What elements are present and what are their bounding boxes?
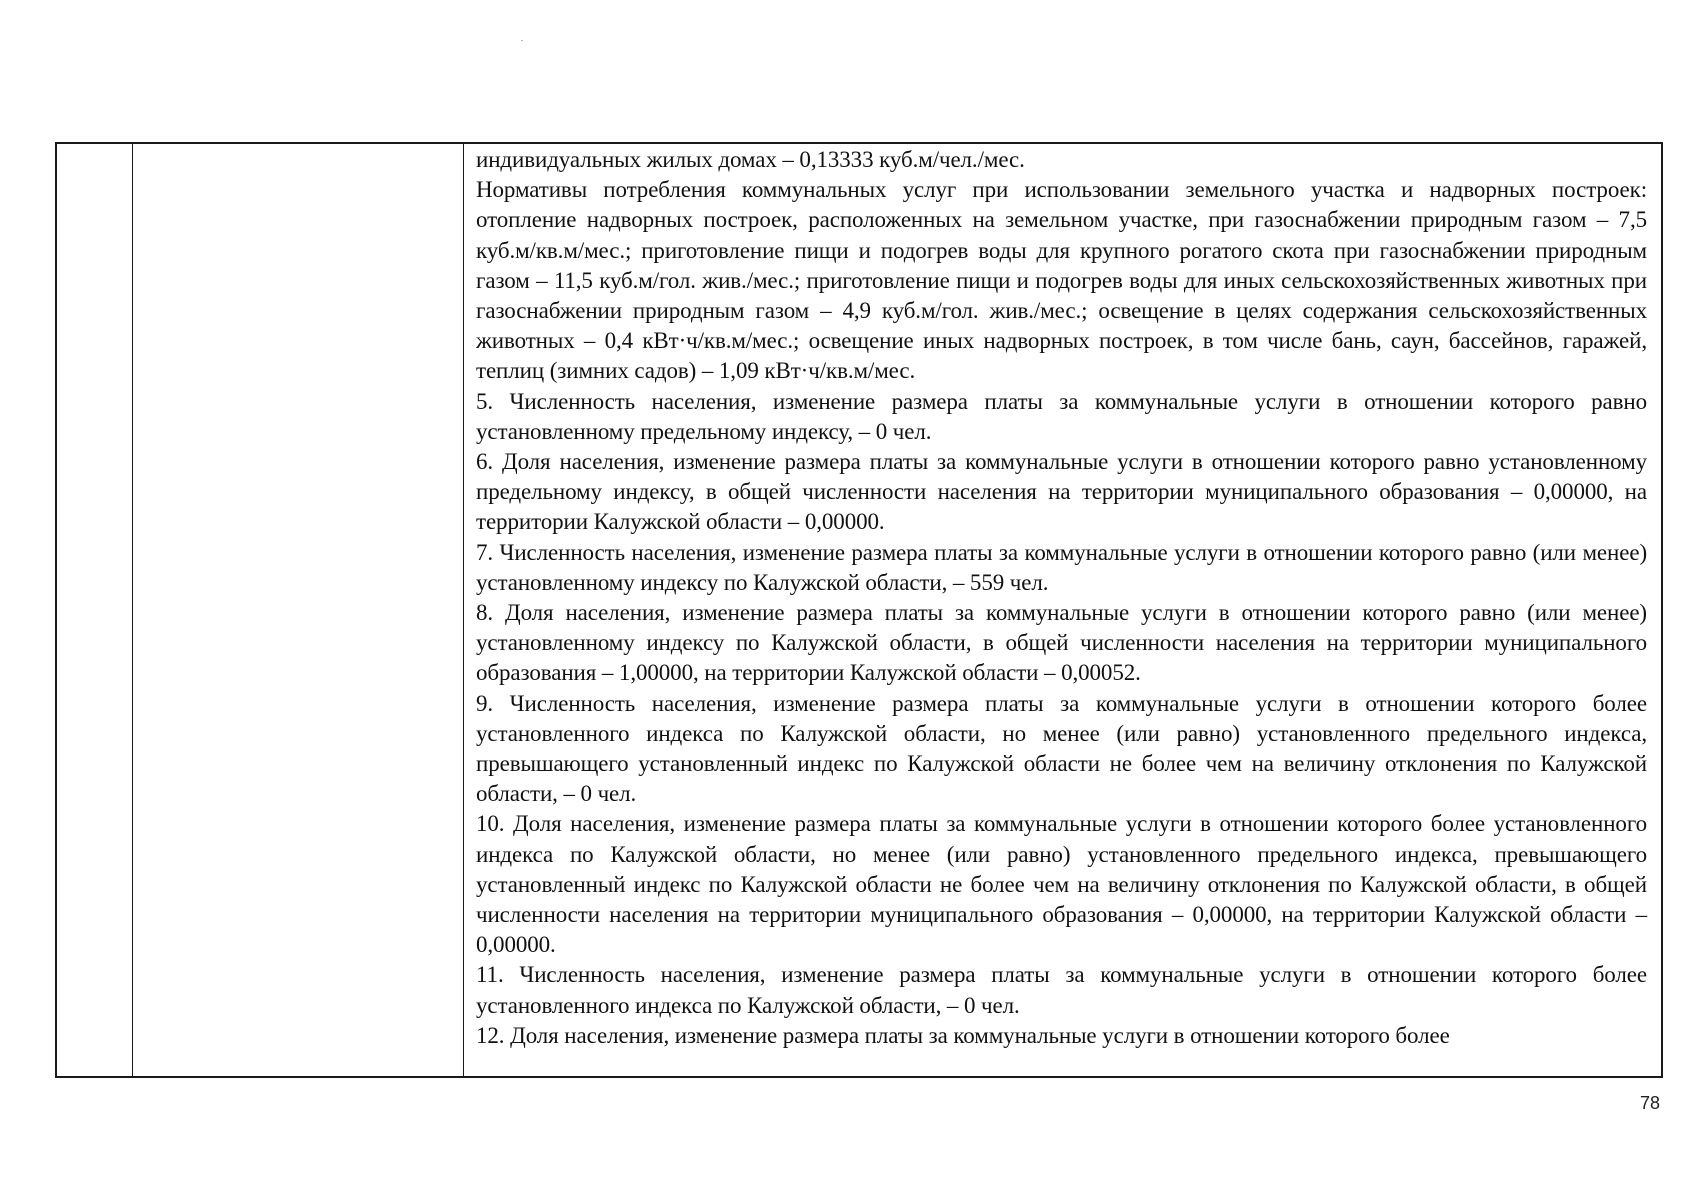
paragraph-item-9: 9. Численность населения, изменение размера платы за коммунальные услуги в отношении которого более установленного индекса по Калужской области, но менее (или равно) установленного предельного индекса, превышающего установленный индекс по Калужской области не более чем на величину отклонения по Калужской области, – 0 чел. bbox=[476, 690, 1647, 807]
paragraph-item-7: 7. Численность населения, изменение размера платы за коммунальные услуги в отношении которого равно (или менее) установленному индексу по Калужской области, – 559 чел. bbox=[476, 539, 1647, 595]
table-column-number bbox=[57, 144, 133, 1076]
paragraph-item-8: 8. Доля населения, изменение размера платы за коммунальные услуги в отношении которого равно (или менее) установленному индексу по Калужской области, в общей численности населения на территории муниципального образования – 1,00000, на территории Калужской области – 0,00052. bbox=[476, 600, 1647, 686]
paragraph-item-11: 11. Численность населения, изменение размера платы за коммунальные услуги в отношении которого более установленного индекса по Калужской области, – 0 чел. bbox=[476, 962, 1647, 1018]
table-column-content bbox=[464, 144, 1661, 1076]
paragraph-item-12: 12. Доля населения, изменение размера платы за коммунальные услуги в отношении которого более bbox=[476, 1022, 1450, 1048]
page-number: 78 bbox=[1639, 1093, 1660, 1113]
paragraph-item-5: 5. Численность населения, изменение размера платы за коммунальные услуги в отношении которого равно установленному предельному индексу, – 0 чел. bbox=[476, 388, 1647, 444]
paragraph-continuation: индивидуальных жилых домах – 0,13333 куб.м/чел./мес. bbox=[476, 147, 1025, 172]
document-table bbox=[55, 142, 1663, 1078]
paragraph-consumption-norms: Нормативы потребления коммунальных услуг при использовании земельного участка и надворных построек: отопление надворных построек, расположенных на земельном участке, при газоснабжении природным газом – 7,5 куб.м/кв.м/мес.; приготовление пищи и подогрев воды для крупного рогатого скота при газоснабжении природным газом – 11,5 куб.м/гол. жив./мес.; приготовление пищи и подогрев воды для иных сельскохозяйственных животных при газоснабжении природным газом – 4,9 куб.м/гол. жив./мес.; освещение в целях содержания сельскохозяйственных животных – 0,4 кВт·ч/кв.м/мес.; освещение иных надворных построек, в том числе бань, саун, бассейнов, гаражей, теплиц (зимних садов) – 1,09 кВт·ч/кв.м/мес. bbox=[476, 177, 1647, 384]
paragraph-item-10: 10. Доля населения, изменение размера платы за коммунальные услуги в отношении которого более установленного индекса по Калужской области, но менее (или равно) установленного предельного индекса, превышающего установленный индекс по Калужской области не более чем на величину отклонения по Калужской области, в общей численности населения на территории муниципального образования – 0,00000, на территории Калужской области – 0,00000. bbox=[476, 811, 1647, 958]
table-column-name bbox=[133, 144, 464, 1076]
scan-artifact bbox=[521, 40, 523, 41]
paragraph-item-6: 6. Доля населения, изменение размера платы за коммунальные услуги в отношении которого равно установленному предельному индексу, в общей численности населения на территории муниципального образования – 0,00000, на территории Калужской области – 0,00000. bbox=[476, 449, 1647, 535]
